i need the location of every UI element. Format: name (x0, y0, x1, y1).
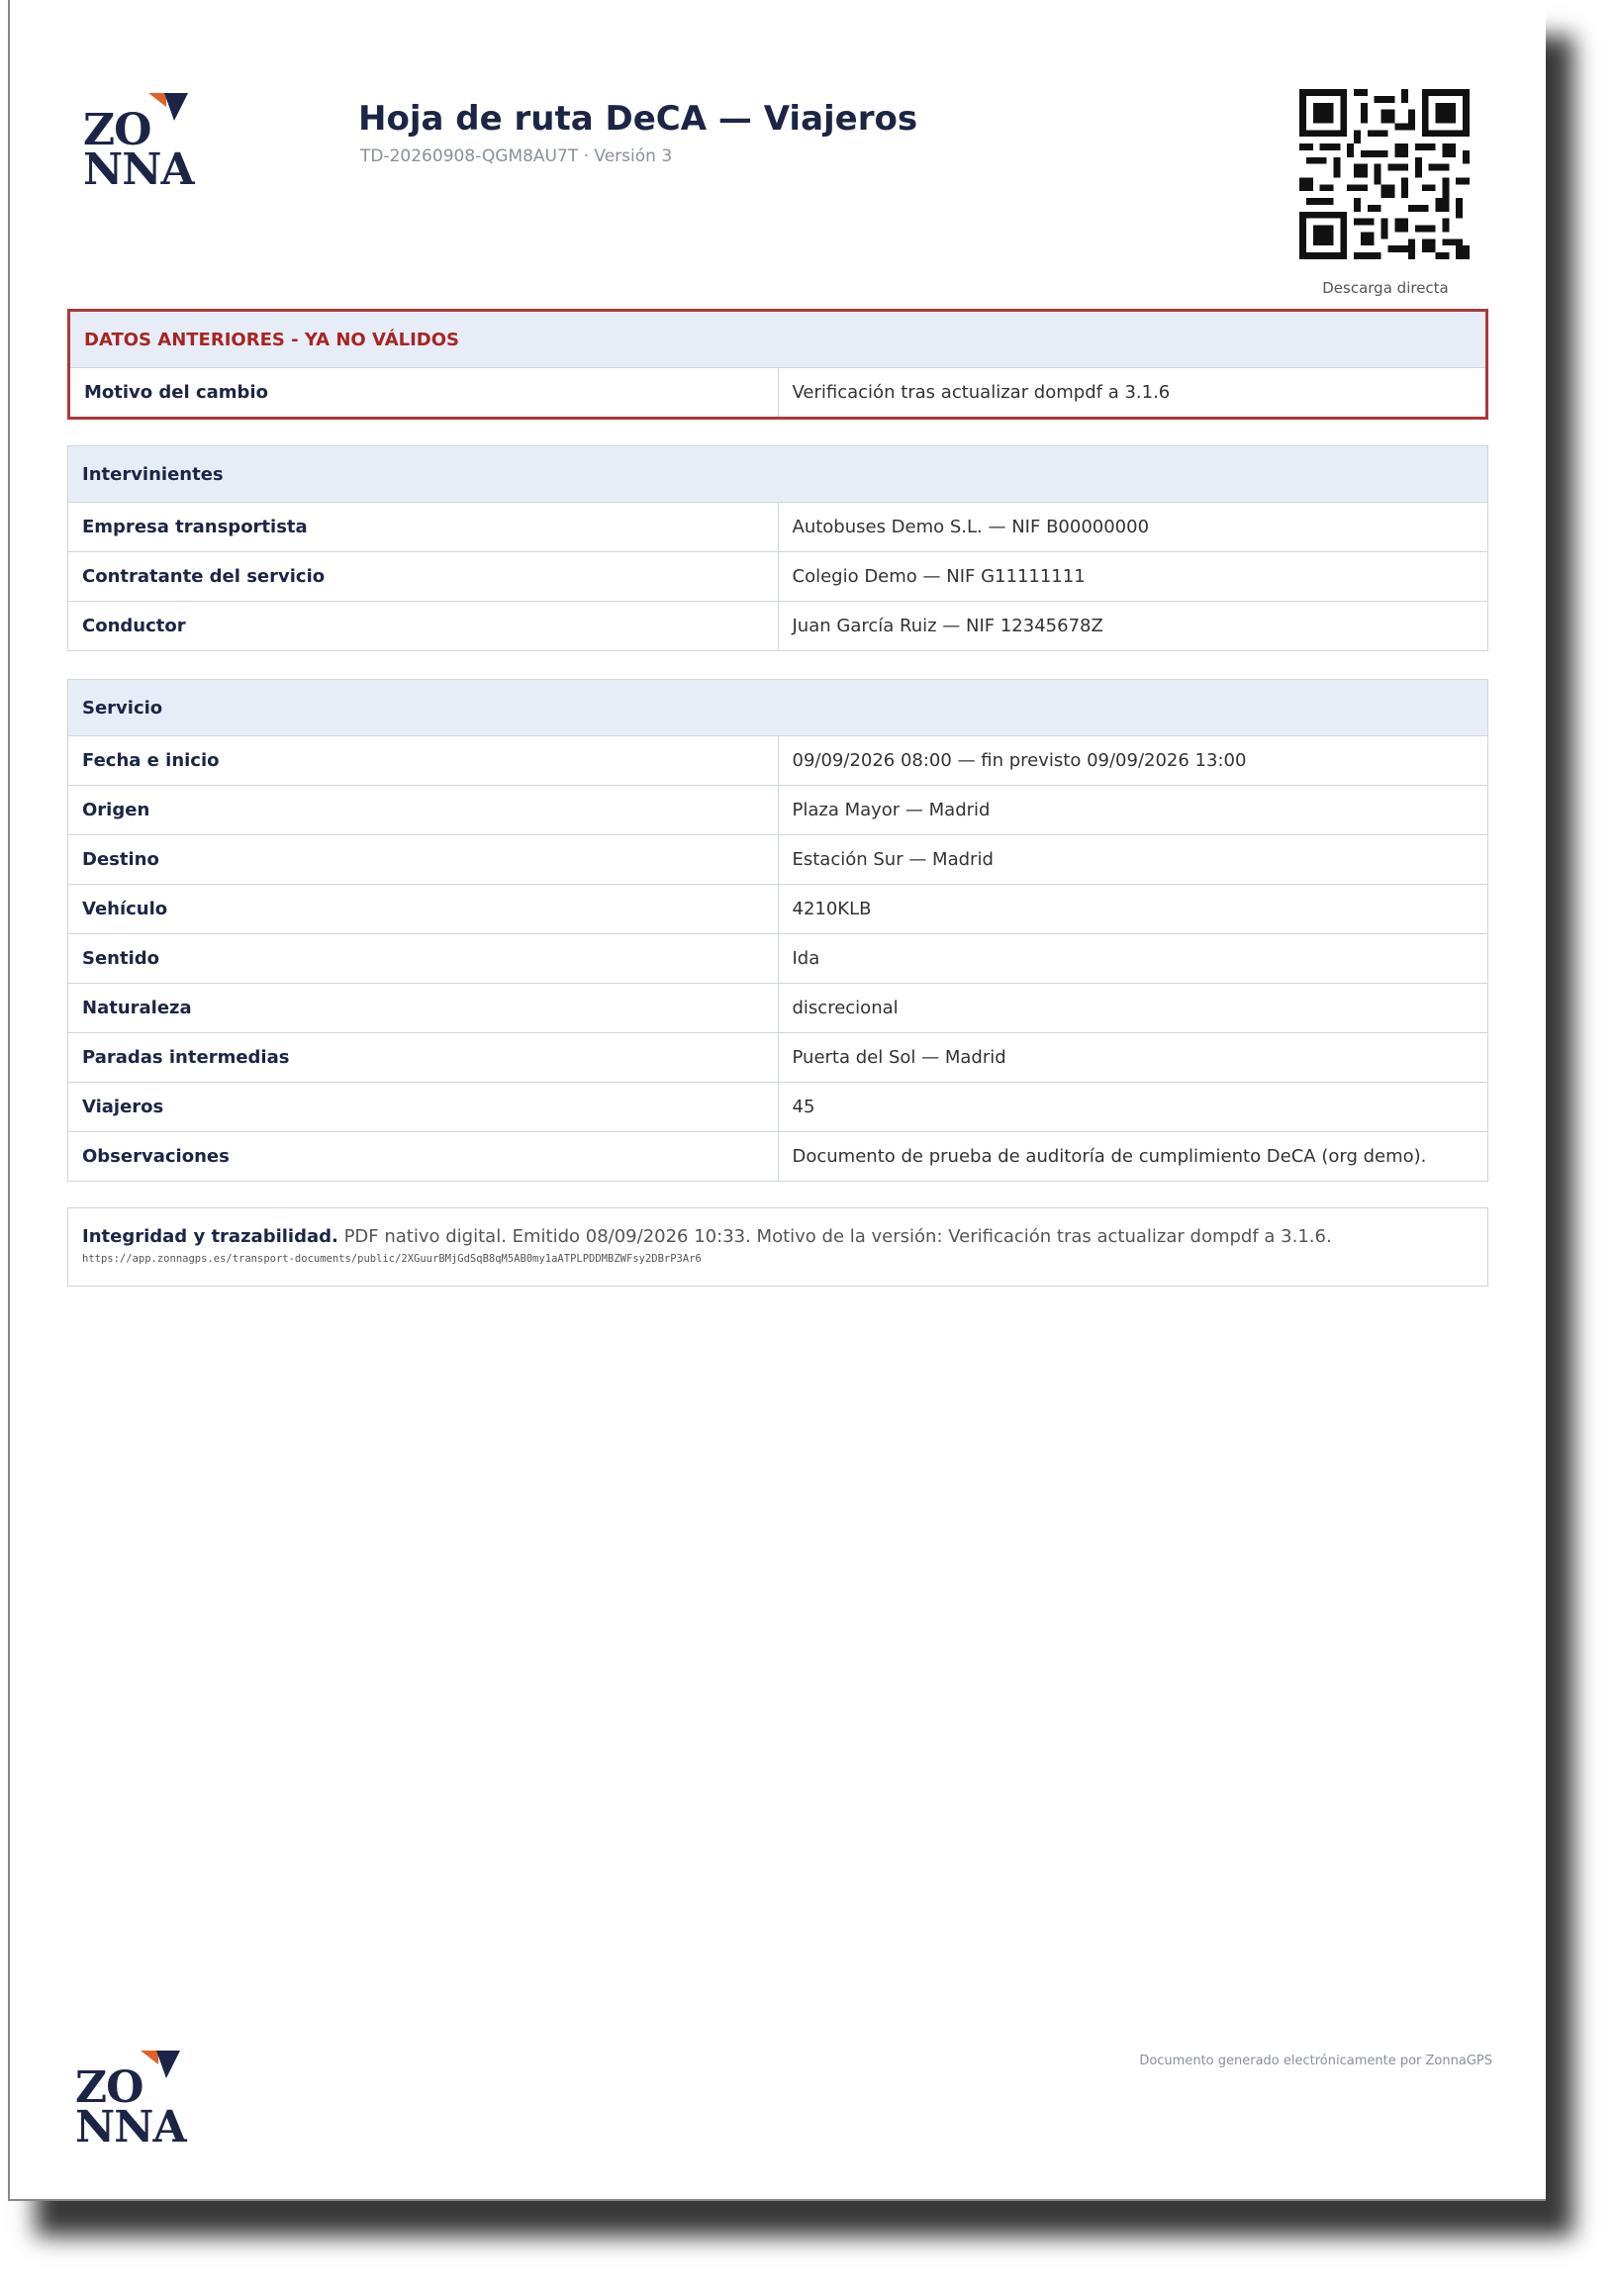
table-row (69, 368, 1487, 419)
public-document-url[interactable]: https://app.zonnagps.es/transport-documents/public/2XGuurBMjGdSqB8qM5AB0my1aATPLPDDMBZWFsy2DBrP3Ar6 (82, 1253, 702, 1265)
table-row (68, 835, 1488, 885)
row-label: Origen (68, 786, 779, 835)
document-page (8, 0, 1546, 2201)
row-value: 45 (778, 1083, 1488, 1132)
participants-table (67, 445, 1488, 651)
document-title: Hoja de ruta DeCA — Viajeros (358, 99, 918, 139)
row-label: Sentido (68, 934, 779, 984)
qr-code-icon[interactable] (1299, 89, 1470, 259)
participants-heading: Intervinientes (68, 446, 1488, 503)
footer-logo-line-2: NNA (75, 2102, 186, 2152)
row-value: Juan García Ruiz — NIF 12345678Z (778, 602, 1488, 651)
logo-chevron-icon (144, 91, 190, 123)
table-row (68, 552, 1488, 602)
qr-caption: Descarga directa (1322, 279, 1449, 297)
document-id-version: TD-20260908-QGM8AU7T · Versión 3 (360, 146, 673, 166)
row-value: 09/09/2026 08:00 — fin previsto 09/09/2026 13:00 (778, 736, 1488, 786)
row-label: Contratante del servicio (68, 552, 779, 602)
logo-line-2: NNA (83, 144, 194, 195)
previous-data-table (67, 309, 1488, 420)
table-row (68, 934, 1488, 984)
integrity-heading: Integridad y trazabilidad. (82, 1226, 338, 1247)
row-label: Empresa transportista (68, 503, 779, 552)
zonna-logo (83, 91, 222, 200)
row-label: Conductor (68, 602, 779, 651)
previous-data-heading: DATOS ANTERIORES - YA NO VÁLIDOS (69, 311, 1487, 368)
integrity-text: PDF nativo digital. Emitido 08/09/2026 10:33. Motivo de la versión: Verificación tras actualizar dompdf a 3.1.6. (343, 1226, 1332, 1247)
table-row (68, 1033, 1488, 1083)
row-value: Estación Sur — Madrid (778, 835, 1488, 885)
row-label: Observaciones (68, 1132, 779, 1182)
row-label: Motivo del cambio (69, 368, 779, 419)
table-row (68, 786, 1488, 835)
footer-logo-line-1: ZO (75, 2062, 143, 2113)
footer-logo-chevron-icon (137, 2049, 182, 2080)
row-value: Ida (778, 934, 1488, 984)
row-value: Colegio Demo — NIF G11111111 (778, 552, 1488, 602)
row-value: Autobuses Demo S.L. — NIF B00000000 (778, 503, 1488, 552)
table-row (68, 984, 1488, 1033)
table-row (68, 1083, 1488, 1132)
footer-generated-note: Documento generado electrónicamente por ZonnaGPS (1139, 2054, 1492, 2068)
row-label: Naturaleza (68, 984, 779, 1033)
row-value: Plaza Mayor — Madrid (778, 786, 1488, 835)
service-heading: Servicio (68, 680, 1488, 736)
row-value: Verificación tras actualizar dompdf a 3.1.6 (778, 368, 1487, 419)
table-row (68, 602, 1488, 651)
row-value: Documento de prueba de auditoría de cumplimiento DeCA (org demo). (778, 1132, 1488, 1182)
table-row (68, 1132, 1488, 1182)
row-value: 4210KLB (778, 885, 1488, 934)
row-label: Fecha e inicio (68, 736, 779, 786)
table-row (68, 736, 1488, 786)
service-table (67, 679, 1488, 1182)
row-label: Paradas intermedias (68, 1033, 779, 1083)
logo-line-1: ZO (83, 105, 151, 155)
integrity-line (82, 1226, 1474, 1247)
row-label: Destino (68, 835, 779, 885)
row-value: discrecional (778, 984, 1488, 1033)
footer-zonna-logo (75, 2049, 214, 2157)
table-row (68, 503, 1488, 552)
integrity-box (67, 1207, 1488, 1287)
table-row (68, 885, 1488, 934)
row-label: Viajeros (68, 1083, 779, 1132)
row-label: Vehículo (68, 885, 779, 934)
row-value: Puerta del Sol — Madrid (778, 1033, 1488, 1083)
